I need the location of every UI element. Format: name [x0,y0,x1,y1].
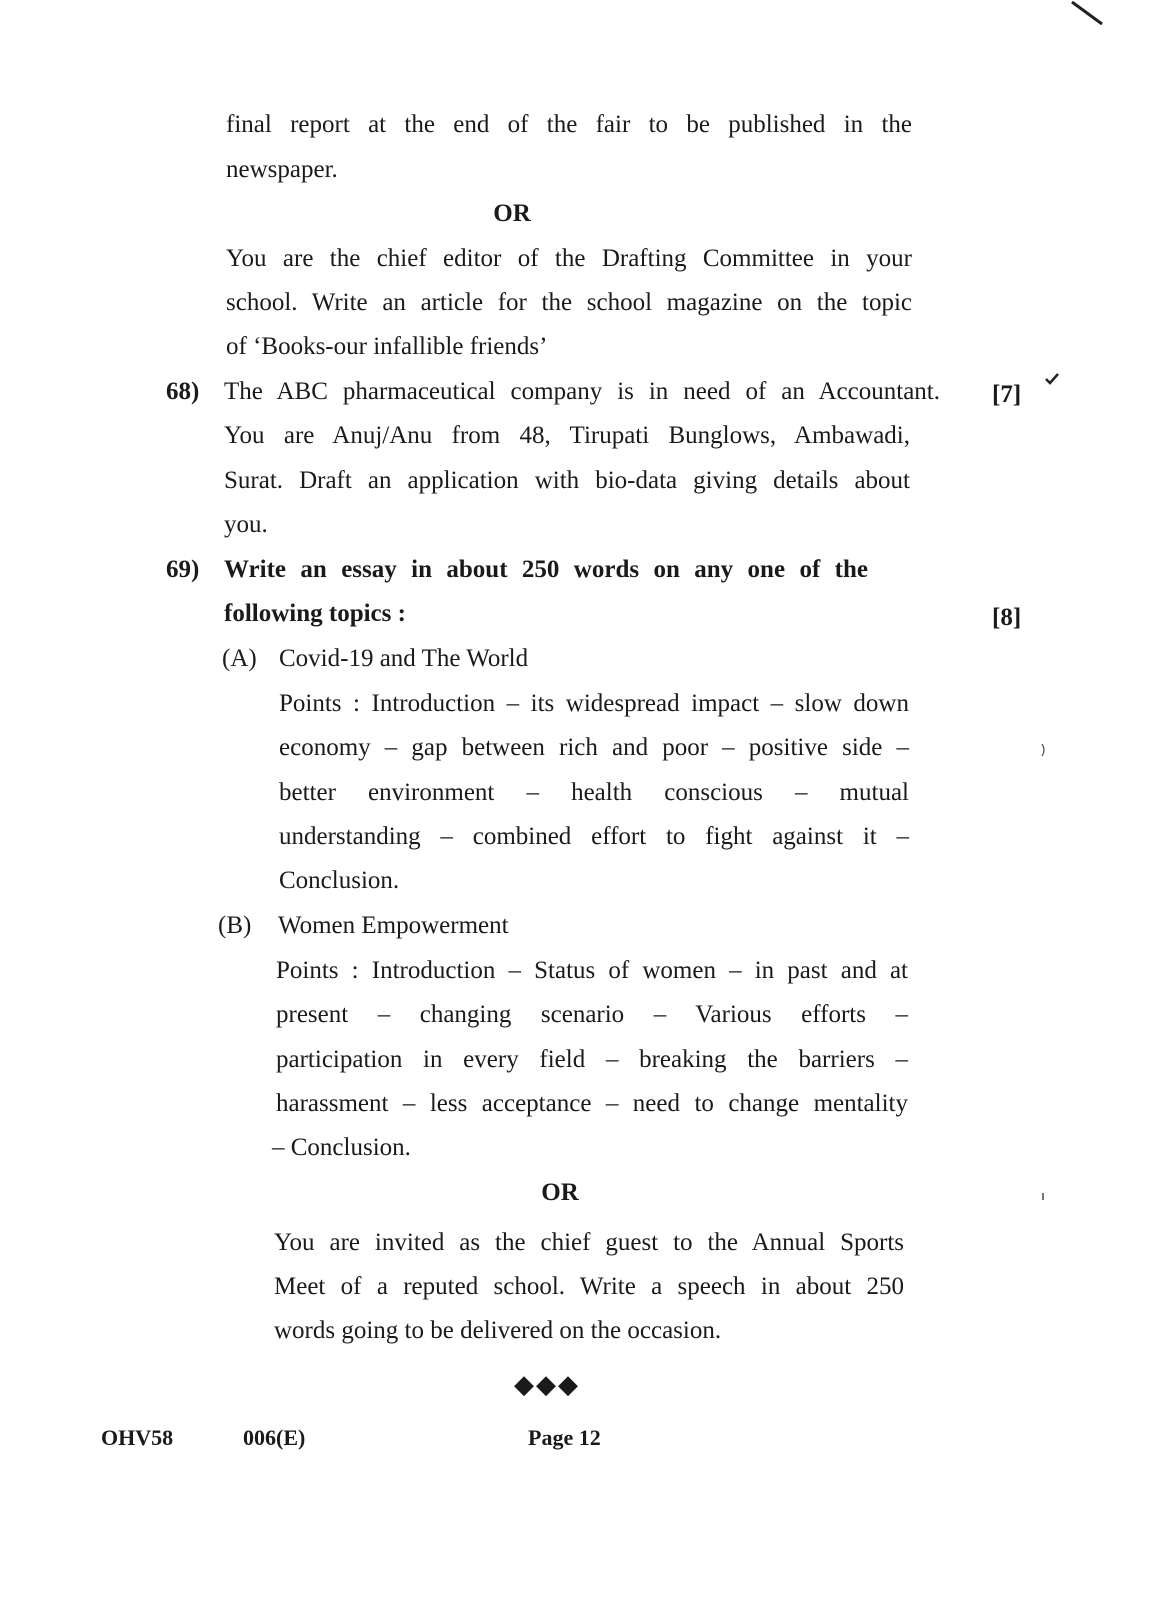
or-heading-1: OR [493,200,531,227]
intro-alt-line-3: of ‘Books-our infallible friends’ [226,333,548,360]
question-68-marks: [7] [992,381,1022,408]
speech-line-2: Meet of a reputed school. Write a speech in about 250 [274,1273,904,1300]
option-a-points-3: better environment – health conscious – mutual [279,779,909,806]
tick-mark [1044,372,1060,386]
question-69-line-2: following topics : [224,600,406,627]
speech-line-1: You are invited as the chief guest to the Annual Sports [274,1229,904,1256]
question-68-line-4: you. [224,511,268,538]
question-68-line-3: Surat. Draft an application with bio-data giving details about [224,467,910,494]
intro-alt-line-1: You are the chief editor of the Drafting Committee in your [226,245,912,272]
footer-paper-code: 006(E) [243,1425,306,1450]
intro-line-2: newspaper. [226,156,338,183]
option-b-label: (B) [218,912,252,939]
question-68-line-2: You are Anuj/Anu from 48, Tirupati Bunglows, Ambawadi, [224,422,910,449]
option-b-points-4: harassment – less acceptance – need to change mentality [276,1090,908,1117]
option-a-title: Covid-19 and The World [279,645,529,672]
speech-line-3: words going to be delivered on the occasion. [274,1317,722,1344]
option-b-points-5: – Conclusion. [272,1134,411,1161]
or-heading-2: OR [541,1179,579,1206]
footer-page-number: Page 12 [528,1425,601,1450]
option-a-points-5: Conclusion. [279,867,400,894]
scan-speck [1040,742,1048,758]
intro-alt-line-2: school. Write an article for the school magazine on the topic [226,289,912,316]
question-69-line-1: Write an essay in about 250 words on any one of the [224,556,868,583]
question-68-line-1: The ABC pharmaceutical company is in need of an Accountant. [224,378,940,405]
intro-line-1: final report at the end of the fair to be published in the [226,111,912,138]
option-b-points-2: present – changing scenario – Various efforts – [276,1001,908,1028]
end-of-paper-mark: ◆◆◆ [514,1370,580,1399]
option-a-points-4: understanding – combined effort to fight against it – [279,823,909,850]
option-b-points-3: participation in every field – breaking the barriers – [276,1046,908,1073]
option-a-points-2: economy – gap between rich and poor – positive side – [279,734,909,761]
footer-code: OHV58 [101,1425,174,1450]
option-a-points-1: Points : Introduction – its widespread impact – slow down [279,690,909,717]
scan-stroke-mark [1068,0,1108,30]
scan-speck [1040,1190,1046,1202]
option-b-title: Women Empowerment [278,912,509,939]
option-a-label: (A) [222,645,257,672]
question-69-marks: [8] [992,604,1022,631]
option-b-points-1: Points : Introduction – Status of women – in past and at [276,957,908,984]
question-68-number: 68) [166,378,200,405]
question-69-number: 69) [166,556,200,583]
